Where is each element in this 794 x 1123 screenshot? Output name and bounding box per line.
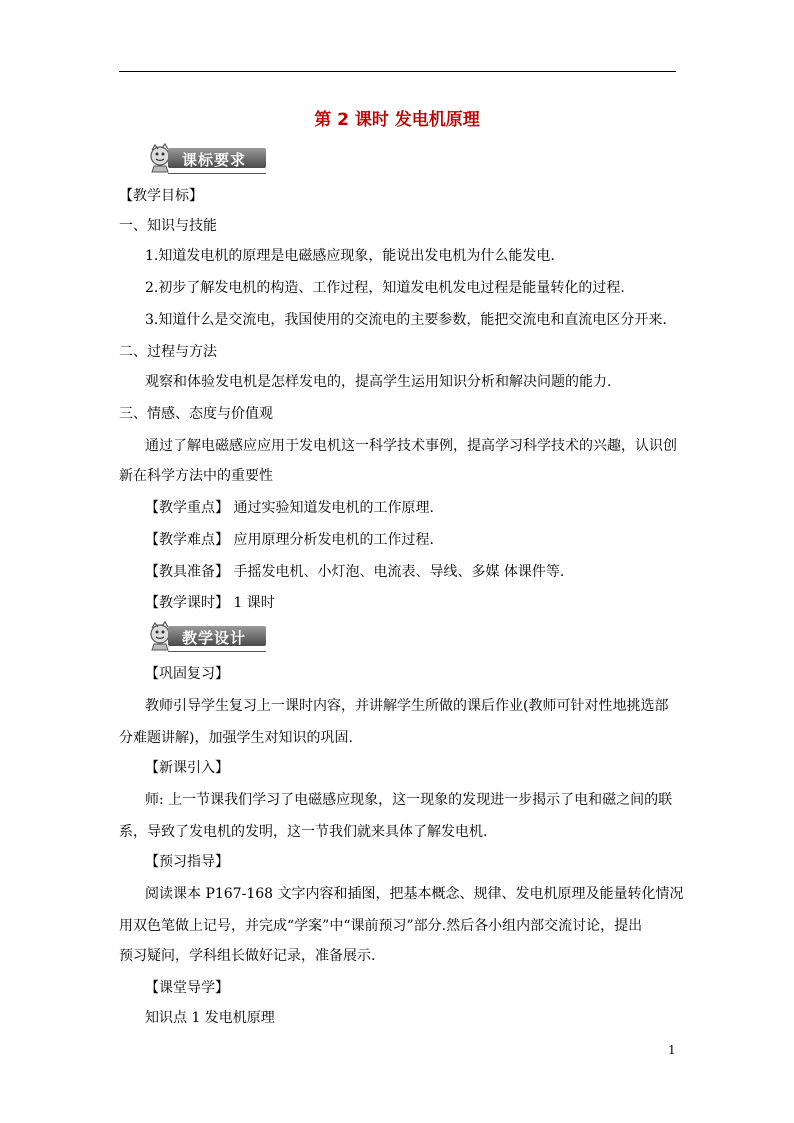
text-line: 教师引导学生复习上一课时内容，并讲解学生所做的课后作业(教师可针对性地挑选部 [145, 698, 669, 714]
text-line: 新在科学方法中的重要性 [119, 468, 273, 484]
text-line: 预习疑问，学科组长做好记录，准备展示. [119, 948, 376, 964]
text-line: 【新课引入】 [145, 760, 229, 776]
text-line: 2.初步了解发电机的构造、工作过程，知道发电机发电过程是能量转化的过程. [145, 280, 625, 296]
text-line: 知识点 1 发电机原理 [145, 1010, 275, 1026]
text-line: 【教学难点】 应用原理分析发电机的工作过程. [145, 532, 434, 548]
banner-label: 教学设计 [182, 629, 247, 647]
text-line: 【预习指导】 [145, 854, 229, 870]
text-line: 三、情感、态度与价值观 [119, 406, 273, 422]
text-line: 二、过程与方法 [119, 344, 217, 360]
text-line: 【教具准备】 手摇发电机、小灯泡、电流表、导线、多媒 体课件等. [145, 564, 565, 580]
text-line: 用双色笔做上记号，并完成“学案”中“课前预习”部分.然后各小组内部交流讨论，提出 [119, 918, 643, 934]
text-line: 【教学课时】 1 课时 [145, 595, 275, 611]
text-line: 一、知识与技能 [119, 218, 217, 234]
text-line: 3.知道什么是交流电，我国使用的交流电的主要参数，能把交流电和直流电区分开来. [145, 312, 667, 328]
header-rule [119, 71, 676, 72]
text-line: 【课堂导学】 [145, 980, 229, 996]
text-line: 通过了解电磁感应应用于发电机这一科学技术事例，提高学习科学技术的兴趣，认识创 [145, 438, 677, 454]
text-line: 【巩固复习】 [145, 666, 229, 682]
page-number: 1 [668, 1043, 676, 1057]
banner-curriculum-requirements [146, 142, 266, 174]
text-line: 【教学目标】 [119, 188, 203, 204]
banner-teaching-design [146, 620, 266, 652]
text-line: 阅读课本 P167-168 文字内容和插图，把基本概念、规律、发电机原理及能量转化情况 [145, 886, 684, 902]
text-line: 分难题讲解)，加强学生对知识的巩固. [119, 730, 353, 746]
text-line: 【教学重点】 通过实验知道发电机的工作原理. [145, 500, 434, 516]
text-line: 师: 上一节课我们学习了电磁感应现象，这一现象的发现进一步揭示了电和磁之间的联 [145, 792, 673, 808]
page-title: 第 2 课时 发电机原理 [314, 110, 480, 130]
text-line: 系，导致了发电机的发明，这一节我们就来具体了解发电机. [119, 824, 488, 840]
banner-label: 课标要求 [182, 151, 247, 169]
text-line: 1.知道发电机的原理是电磁感应现象，能说出发电机为什么能发电. [145, 248, 555, 264]
text-line: 观察和体验发电机是怎样发电的，提高学生运用知识分析和解决问题的能力. [145, 374, 612, 390]
